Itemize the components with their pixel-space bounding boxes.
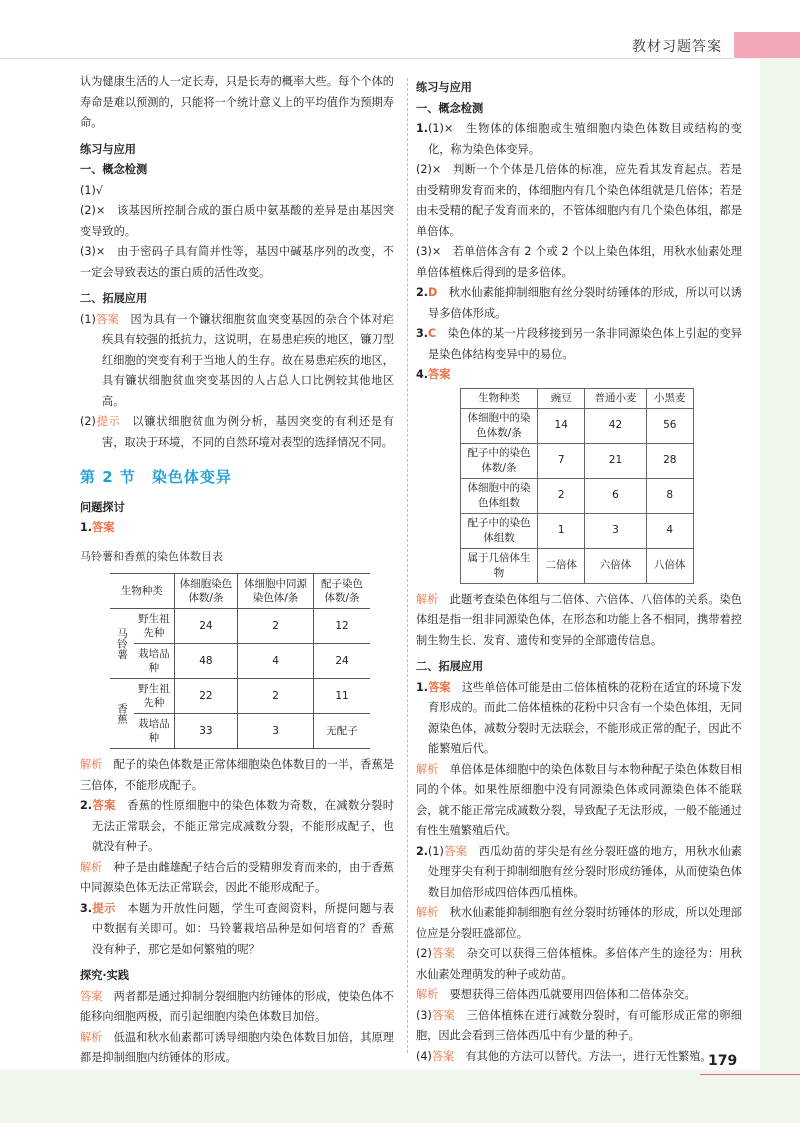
right-margin-strip xyxy=(760,58,800,1070)
table-header-cell: 生物种类 xyxy=(461,388,538,408)
problem-1-analysis xyxy=(80,755,394,796)
item-number: 2. xyxy=(80,799,93,812)
concept-answer-3: (3)× 由于密码子具有简并性等，基因中碱基序列的改变，不一定会导致表达的蛋白质的活性改变。 xyxy=(80,245,394,279)
analysis-text: 要想获得三倍体西瓜就要用四倍体和二倍体杂交。 xyxy=(438,988,696,1001)
expand-2a-analysis xyxy=(416,903,742,944)
concept-answer-1: (1)√ xyxy=(80,183,103,197)
table-cell: 3 xyxy=(238,714,314,749)
table-cell: 二倍体 xyxy=(538,548,585,583)
item-number: 3. xyxy=(416,327,429,340)
table-header-cell: 小黑麦 xyxy=(646,388,693,408)
table-cell: 野生祖先种 xyxy=(134,679,174,714)
table-cell: 体细胞中的染色体数/条 xyxy=(461,408,538,443)
table-header-row xyxy=(461,388,694,408)
chromosome-table-1 xyxy=(110,573,370,749)
table-cell: 24 xyxy=(174,609,237,644)
question-3 xyxy=(416,324,742,365)
hint-text: 以镰状细胞贫血为例分析，基因突变的有利还是有害，取决于环境，不同的自然环境对表型的选择情况不同。 xyxy=(102,415,394,449)
analysis-label: 解析 xyxy=(80,860,103,874)
problem-3 xyxy=(80,899,394,961)
heading-expand: 二、拓展应用 xyxy=(416,660,484,673)
heading-practice: 练习与应用 xyxy=(80,142,136,156)
hint-text: 本题为开放性问题，学生可查阅资料，所提问题与表中数据有关即可。如：马铃薯栽培品种是如何培育的？香蕉没有种子，那它是如何繁殖的呢？ xyxy=(92,901,394,956)
question-2 xyxy=(416,283,742,324)
table-cell: 7 xyxy=(538,443,585,478)
problem-2 xyxy=(80,796,394,858)
table-header-cell: 配子染色体数/条 xyxy=(314,574,370,609)
heading-problem: 问题探讨 xyxy=(80,500,125,514)
analysis-text: 秋水仙素能抑制细胞有丝分裂时纺锤体的形成，所以处理部位应是分裂旺盛部位。 xyxy=(416,906,742,940)
answer-label: 答案 xyxy=(92,799,116,812)
header-title: 教材习题答案 xyxy=(632,39,722,55)
table-header-cell: 体细胞染色体数/条 xyxy=(174,574,237,609)
table-header-cell: 体细胞中同源染色体/条 xyxy=(238,574,314,609)
table-row xyxy=(110,714,370,749)
answer-text: 杂交可以获得三倍体植株。多倍体产生的途径为：用秋水仙素处理萌发的种子或幼苗。 xyxy=(416,947,742,981)
question-1c: (3)× 若单倍体含有 2 个或 2 个以上染色体组，用秋水仙素处理单倍体植株后得到的是多倍体。 xyxy=(416,245,742,279)
table-cell: 6 xyxy=(585,478,646,513)
table-cell: 八倍体 xyxy=(646,548,693,583)
answer-label: 答案 xyxy=(431,1049,455,1063)
table-cell: 48 xyxy=(174,644,237,679)
table-cell: 2 xyxy=(238,609,314,644)
heading-practice: 练习与应用 xyxy=(416,81,472,94)
item-number: 2. xyxy=(416,844,429,858)
column-divider xyxy=(407,78,408,1053)
analysis-label: 解析 xyxy=(416,592,439,606)
heading-concept: 一、概念检测 xyxy=(416,101,484,115)
answer-text: 西瓜幼苗的芽尖是有丝分裂旺盛的地方，用秋水仙素处理芽尖有利于抑制细胞有丝分裂时形成纺锤体，从而使染色体数目加倍形成四倍体西瓜植株。 xyxy=(428,844,742,899)
hint-label: 提示 xyxy=(95,415,121,428)
table-cell: 体细胞中的染色体组数 xyxy=(461,478,538,513)
chromosome-table-2 xyxy=(460,388,694,584)
hint-label: 提示 xyxy=(92,901,116,915)
expand-answer-1 xyxy=(80,310,394,413)
table-cell: 2 xyxy=(238,679,314,714)
answer-choice: D xyxy=(428,286,438,299)
question-4 xyxy=(416,365,742,386)
table-cell: 属于几倍体生物 xyxy=(461,548,538,583)
expand-1 xyxy=(416,678,742,760)
analysis-label: 解析 xyxy=(416,988,439,1001)
item-number: 2. xyxy=(416,286,429,299)
table-cell: 24 xyxy=(314,644,370,679)
item-number: (1) xyxy=(80,312,96,326)
right-column xyxy=(416,78,742,1067)
table-cell: 42 xyxy=(585,408,646,443)
table-row xyxy=(461,548,694,583)
answer-text: 染色体的某一片段移接到另一条非同源染色体上引起的变异是染色体结构变异中的易位。 xyxy=(428,327,742,361)
table-header-cell: 生物种类 xyxy=(110,574,174,609)
answer-label: 答案 xyxy=(443,844,468,858)
question-1a xyxy=(416,119,742,160)
analysis-text: 低温和秋水仙素都可诱导细胞内染色体数目加倍，其原理都是抑制细胞内纺锤体的形成。 xyxy=(80,1030,394,1064)
explore-analysis xyxy=(80,1028,394,1069)
analysis-label: 解析 xyxy=(416,762,439,776)
chapter-title: 第 2 节 染色体变异 xyxy=(80,468,232,486)
sub-number: (2) xyxy=(416,947,432,960)
table-cell: 28 xyxy=(646,443,693,478)
expand-answer-2 xyxy=(80,412,394,453)
analysis-text: 单倍体是体细胞中的染色体数目与本物种配子染色体数目相同的个体。如果性原细胞中没有同源染色体或同源染色体不能联会，就不能正常完成减数分裂，导致配子无法形成，一般不能通过有性生殖繁殖后代。 xyxy=(416,762,742,837)
question-1b: (2)× 判断一个个体是几倍体的标准，应先看其发育起点。若是由受精卵发育而来的，体细胞内有几个染色体组就是几倍体；若是由未受精的配子发育而来的，不管体细胞内有几个染色体组，都是单倍体。 xyxy=(416,163,742,238)
table-cell: 栽培品种 xyxy=(134,644,174,679)
sub-number: (3) xyxy=(416,1008,432,1022)
answer-text: 两者都是通过抑制分裂细胞内纺锤体的形成，使染色体不能移向细胞两极，而引起细胞内染色体数目加倍。 xyxy=(80,989,394,1023)
answer-label: 答案 xyxy=(431,947,456,960)
page-number-rule xyxy=(700,1074,800,1075)
heading-concept: 一、概念检测 xyxy=(80,163,148,176)
sub-number: (1) xyxy=(428,844,444,858)
table-row xyxy=(110,609,370,644)
sub-number: (4) xyxy=(416,1049,432,1063)
left-column xyxy=(80,72,394,1069)
item-number: 1. xyxy=(416,680,429,694)
table-caption: 马铃薯和香蕉的染色体数目表 xyxy=(80,549,223,563)
table-cell: 2 xyxy=(538,478,585,513)
table-cell: 3 xyxy=(585,513,646,548)
problem-1 xyxy=(80,518,394,539)
answer-text: 秋水仙素能抑制细胞有丝分裂时纺锤体的形成，所以可以诱导多倍体形成。 xyxy=(428,286,742,320)
table-cell: 配子中的染色体数/条 xyxy=(461,443,538,478)
answer-label: 答案 xyxy=(80,989,103,1003)
table-cell: 21 xyxy=(585,443,646,478)
item-number: 1. xyxy=(80,521,93,534)
item-number: (2) xyxy=(80,415,96,428)
expand-2b xyxy=(416,944,742,985)
expand-2b-analysis xyxy=(416,985,742,1006)
table-row xyxy=(461,513,694,548)
question-4-analysis xyxy=(416,590,742,652)
answer-text: 因为具有一个镰状细胞贫血突变基因的杂合个体对疟疾具有较强的抵抗力，这说明，在易患疟疾的地区，镰刀型红细胞的突变有利于当地人的生存。故在易患疟疾的地区，具有镰状细胞贫血突变基因的人占总人口比例较其他地区高。 xyxy=(102,312,394,408)
answer-label: 答案 xyxy=(95,312,120,326)
table-header-cell: 普通小麦 xyxy=(585,388,646,408)
heading-explore: 探究·实践 xyxy=(80,969,130,982)
table-group-cell: 香蕉 xyxy=(110,679,134,749)
analysis-label: 解析 xyxy=(416,906,439,919)
answer-label: 答案 xyxy=(428,680,451,694)
table-cell: 栽培品种 xyxy=(134,714,174,749)
header-tab-marker xyxy=(734,32,800,58)
answer-label: 答案 xyxy=(431,1008,456,1022)
explore-answer xyxy=(80,987,394,1028)
table-cell: 野生祖先种 xyxy=(134,609,174,644)
table-cell: 12 xyxy=(314,609,370,644)
table-row xyxy=(461,443,694,478)
table-cell: 22 xyxy=(174,679,237,714)
table-cell: 1 xyxy=(538,513,585,548)
concept-answer-2: (2)× 该基因所控制合成的蛋白质中氨基酸的差异是由基因突变导致的。 xyxy=(80,204,394,238)
answer-text: 香蕉的性原细胞中的染色体数为奇数，在减数分裂时无法正常联会，不能正常完成减数分裂，不能形成配子，也就没有种子。 xyxy=(92,799,394,853)
table-cell: 4 xyxy=(646,513,693,548)
table-cell: 六倍体 xyxy=(585,548,646,583)
table-row xyxy=(110,679,370,714)
answer-text: 有其他的方法可以替代。方法一，进行无性繁殖。 xyxy=(454,1049,712,1063)
item-number: 3. xyxy=(80,901,93,915)
table-cell: 56 xyxy=(646,408,693,443)
table-cell: 14 xyxy=(538,408,585,443)
analysis-label: 解析 xyxy=(80,1030,103,1044)
table-group-cell: 马铃薯 xyxy=(110,609,134,679)
expand-1-analysis xyxy=(416,760,742,842)
heading-expand: 二、拓展应用 xyxy=(80,292,148,305)
expand-2c xyxy=(416,1006,742,1047)
analysis-text: 种子是由雌雄配子结合后的受精卵发育而来的，由于香蕉中同源染色体无法正常联会，因此不能形成配子。 xyxy=(80,860,394,894)
table-cell: 配子中的染色体组数 xyxy=(461,513,538,548)
analysis-label: 解析 xyxy=(80,758,103,771)
table-row xyxy=(110,644,370,679)
table-cell: 无配子 xyxy=(314,714,370,749)
analysis-text: 配子的染色体数是正常体细胞染色体数目的一半，香蕉是三倍体，不能形成配子。 xyxy=(80,758,394,792)
answer-choice: C xyxy=(428,327,437,340)
page-number: 179 xyxy=(708,1053,738,1069)
table-cell: 8 xyxy=(646,478,693,513)
expand-2d xyxy=(416,1047,742,1068)
table-cell: 4 xyxy=(238,644,314,679)
expand-2a xyxy=(416,842,742,904)
table-row xyxy=(461,408,694,443)
answer-text: 三倍体植株在进行减数分裂时，有可能形成正常的卵细胞，因此会看到三倍体西瓜中有少量的种子。 xyxy=(416,1008,742,1042)
header-rule xyxy=(0,58,734,59)
table-header-cell: 豌豆 xyxy=(538,388,585,408)
table-header-row xyxy=(110,574,370,609)
table-cell: 11 xyxy=(314,679,370,714)
answer-label: 答案 xyxy=(428,368,451,381)
table-row xyxy=(461,478,694,513)
answer-text: 这些单倍体可能是由二倍体植株的花粉在适宜的环境下发育形成的。而此二倍体植株的花粉中只含有一个染色体组，无同源染色体，减数分裂时无法联会，不能形成正常的配子，因此不能繁殖后代。 xyxy=(428,680,742,755)
table-cell: 33 xyxy=(174,714,237,749)
problem-2-analysis xyxy=(80,858,394,899)
answer-label: 答案 xyxy=(92,521,115,534)
analysis-text: 此题考查染色体组与二倍体、六倍体、八倍体的关系。染色体组是指一组非同源染色体，在形态和功能上各不相同，携带着控制生物生长、发育、遗传和变异的全部遗传信息。 xyxy=(416,592,742,647)
intro-paragraph: 认为健康生活的人一定长寿，只是长寿的概率大些。每个个体的寿命是难以预测的，只能将一个统计意义上的平均值作为预期寿命。 xyxy=(80,75,394,129)
item-number: 4. xyxy=(416,368,429,381)
item-number: 1. xyxy=(416,122,429,135)
answer-text: (1)× 生物体的体细胞或生殖细胞内染色体数目或结构的变化，称为染色体变异。 xyxy=(428,122,742,156)
